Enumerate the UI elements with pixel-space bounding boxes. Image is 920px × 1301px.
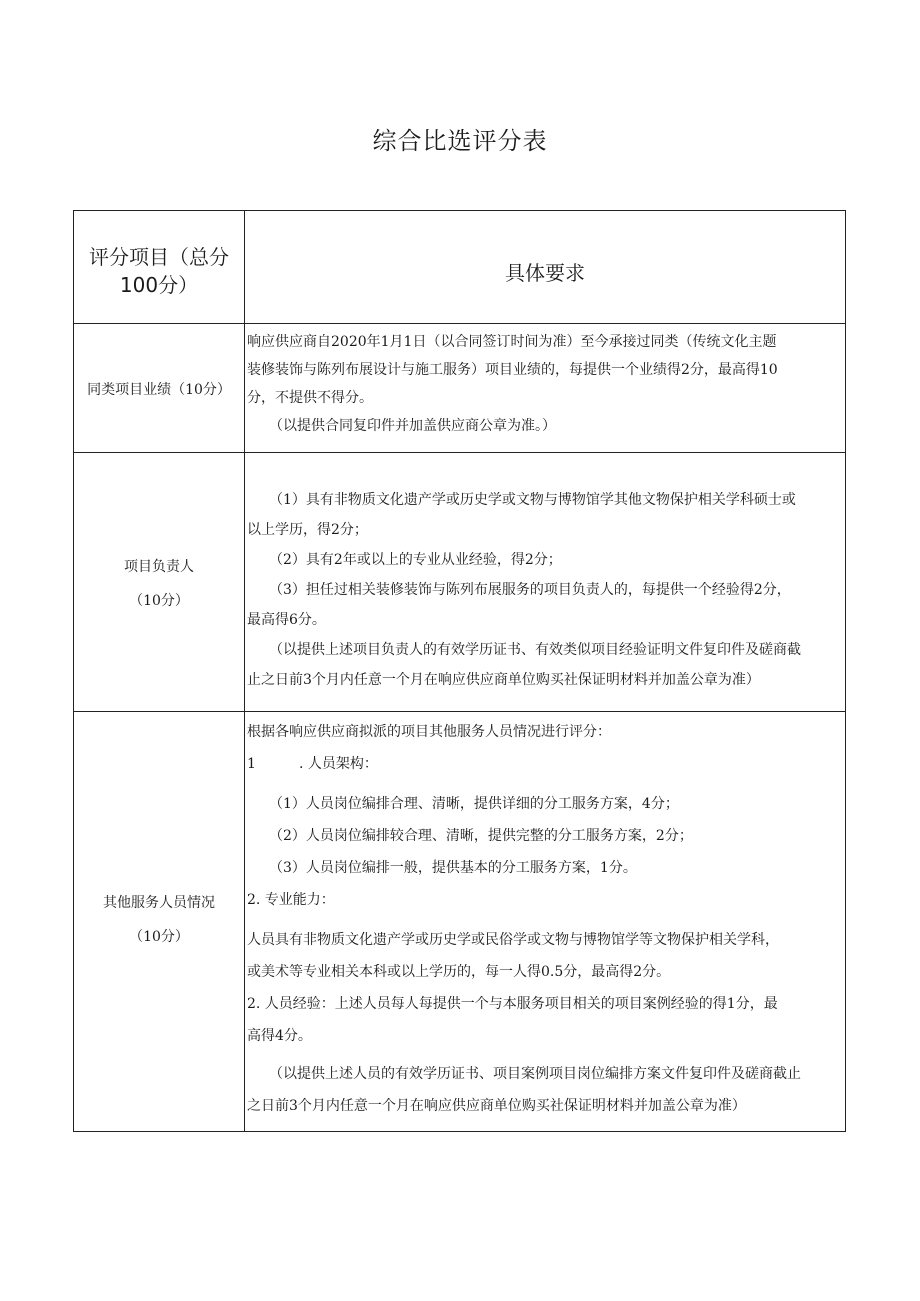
header-requirements: 具体要求	[505, 261, 585, 285]
scoring-table	[73, 210, 846, 1132]
row-content-cell	[245, 453, 846, 712]
table-row	[74, 324, 846, 453]
row-content-cell	[245, 712, 846, 1132]
requirement-line: 高得4分。	[247, 1028, 312, 1044]
requirement-note: （以提供上述人员的有效学历证书、项目案例项目岗位编排方案文件复印件及磋商截止	[269, 1066, 801, 1082]
row-label-score: （10分）	[129, 929, 189, 945]
requirement-line: （1）人员岗位编排合理、清晰，提供详细的分工服务方案，4分；	[269, 796, 679, 812]
requirement-note: 止之日前3个月内任意一个月在响应供应商单位购买社保证明材料并加盖公章为准）	[247, 672, 760, 688]
requirement-line: 分，不提供不得分。	[247, 390, 373, 406]
table-row	[74, 453, 846, 712]
requirement-line: 人员具有非物质文化遗产学或历史学或民俗学或文物与博物馆学等文物保护相关学科，	[247, 932, 779, 948]
row-label-score: （10分）	[129, 593, 189, 609]
requirement-line: （2）具有2年或以上的专业从业经验，得2分；	[269, 552, 562, 568]
requirement-line: 2. 人员经验：上述人员每人每提供一个与本服务项目相关的项目案例经验的得1分，最	[247, 996, 778, 1012]
section-title: . 人员架构：	[299, 756, 378, 772]
row-label: 同类项目业绩（10分）	[87, 382, 231, 398]
header-cell-requirements	[245, 211, 846, 324]
requirement-note: （以提供合同复印件并加盖供应商公章为准。）	[269, 418, 556, 434]
row-content-cell	[245, 324, 846, 453]
row-label: 其他服务人员情况	[103, 895, 215, 911]
section-number: 1	[247, 756, 256, 772]
header-item-line1: 评分项目（总分	[89, 245, 229, 269]
row-label: 项目负责人	[124, 559, 194, 575]
requirement-line: 最高得6分。	[247, 612, 326, 628]
requirement-line: （1）具有非物质文化遗产学或历史学或文物与博物馆学其他文物保护相关学科硕士或	[269, 492, 796, 508]
row-label-cell	[74, 324, 245, 453]
requirement-line: （2）人员岗位编排较合理、清晰，提供完整的分工服务方案，2分；	[269, 828, 693, 844]
requirement-line: 或美术等专业相关本科或以上学历的，每一人得0.5分，最高得2分。	[247, 964, 671, 980]
header-cell-item	[74, 211, 245, 324]
requirement-line: （3）担任过相关装修装饰与陈列布展服务的项目负责人的，每提供一个经验得2分，	[269, 582, 791, 598]
requirement-note-cut: 之日前3个月内任意一个月在响应供应商单位购买社保证明材料并加盖公章为准）	[247, 1098, 746, 1114]
row-label-cell	[74, 453, 245, 712]
requirement-note: （以提供上述项目负责人的有效学历证书、有效类似项目经验证明文件复印件及磋商截	[269, 642, 801, 658]
table-row	[74, 712, 846, 1132]
requirement-intro: 根据各响应供应商拟派的项目其他服务人员情况进行评分：	[247, 724, 611, 740]
row-label-cell	[74, 712, 245, 1132]
page-title: 综合比选评分表	[372, 127, 548, 155]
requirement-line: （3）人员岗位编排一般，提供基本的分工服务方案，1分。	[269, 860, 637, 876]
requirement-line: 装修装饰与陈列布展设计与施工服务）项目业绩的，每提供一个业绩得2分，最高得10	[247, 362, 778, 378]
table-header-row	[74, 211, 846, 324]
section-title: 2. 专业能力：	[247, 892, 335, 908]
requirement-line: 响应供应商自2020年1月1日（以合同签订时间为准）至今承接过同类（传统文化主题	[247, 334, 777, 350]
requirement-line: 以上学历，得2分；	[247, 522, 368, 538]
header-item-line2: 100分）	[119, 273, 199, 297]
